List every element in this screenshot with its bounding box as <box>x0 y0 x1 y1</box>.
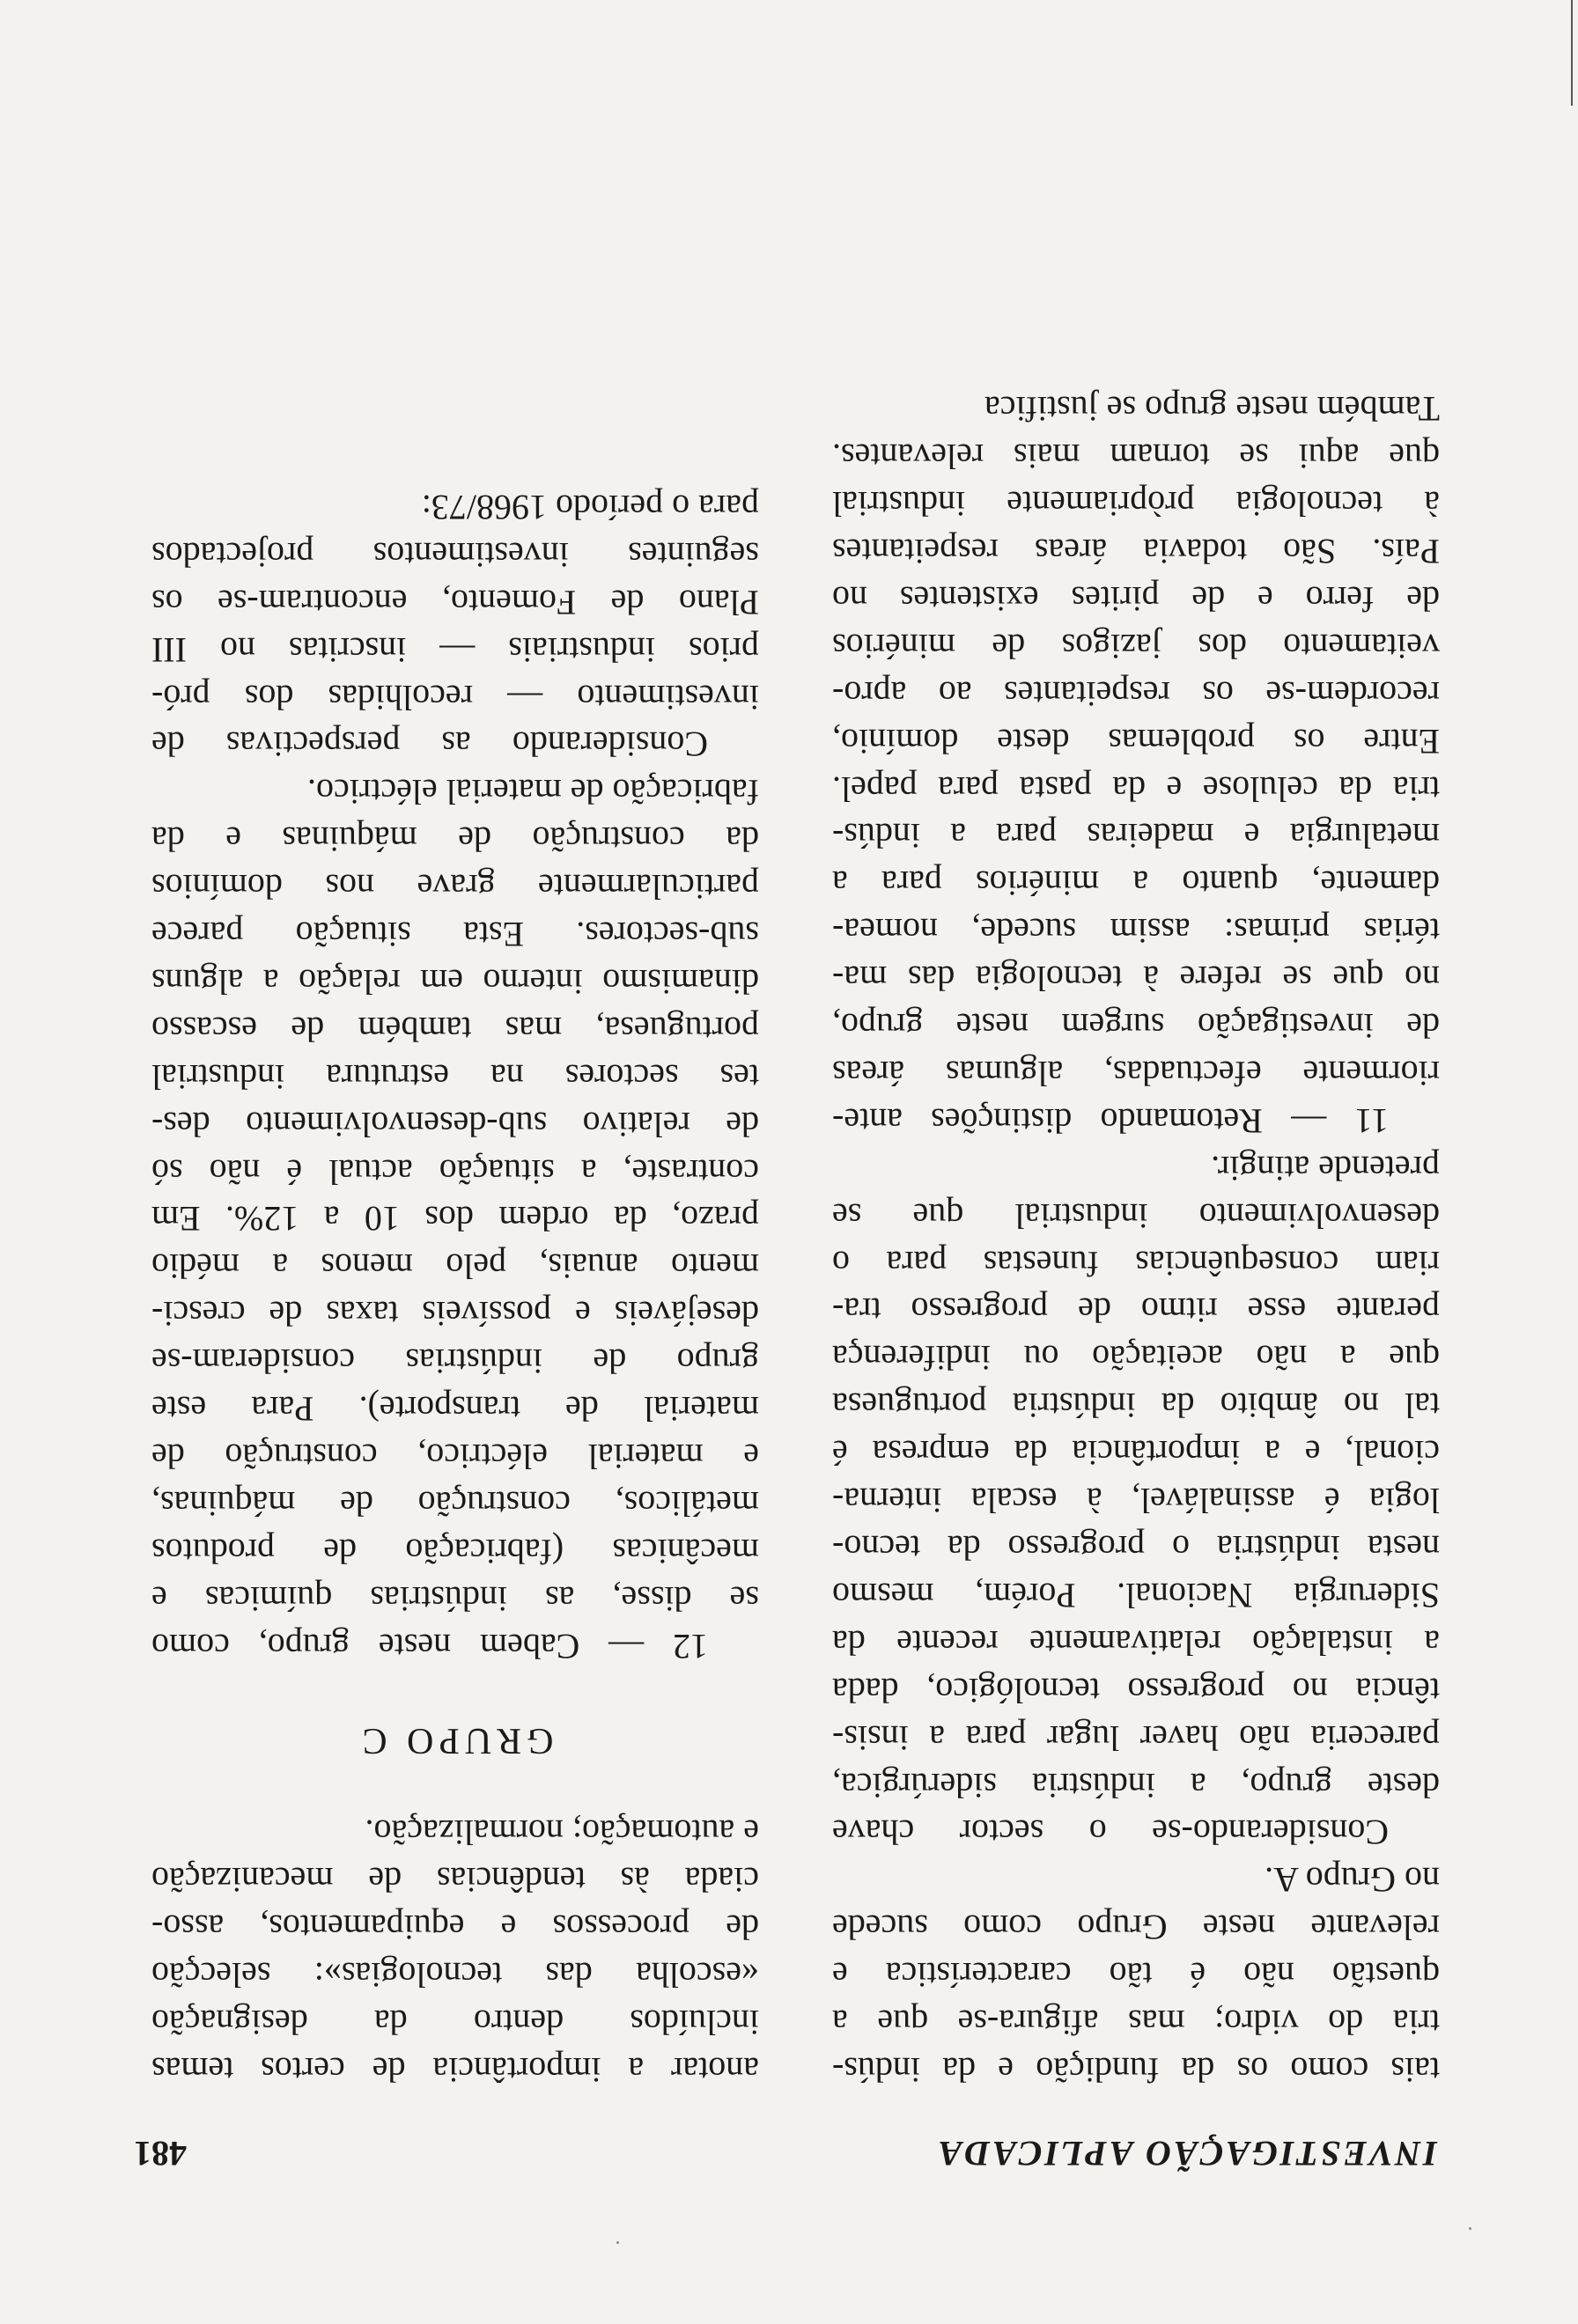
text-line: incluídos dentro da designação <box>151 2003 759 2043</box>
text-line: seguintes investimentos projectados <box>151 534 759 575</box>
paragraph <box>151 483 759 768</box>
scan-speck <box>1469 2227 1471 2230</box>
text-line: Também neste grupo se justifica <box>984 389 1440 430</box>
text-line: à tecnologia pròpriamente industrial <box>832 484 1440 525</box>
text-line: 11 — Retomando distinções ante- <box>832 1100 1389 1141</box>
text-line: Considerando as perspectivas de <box>151 724 708 765</box>
text-line: grupo de indústrias consideram-se <box>151 1342 759 1382</box>
text-line: de ferro e de pirites existentes no <box>832 578 1440 619</box>
text-line: no Grupo A. <box>1265 1860 1440 1901</box>
right-column-body <box>151 483 759 1670</box>
text-line: que aqui se tornam mais relevantes. <box>832 437 1440 477</box>
paragraph <box>832 1144 1440 1857</box>
text-line: questão não é tão característica e <box>832 1955 1440 1996</box>
text-line: Plano de Fomento, encontram-se os <box>151 582 759 622</box>
text-line: anotar a importância de certos temas <box>151 2050 759 2090</box>
text-line: tria da celulose e da pasta para papel. <box>832 769 1440 809</box>
text-line: deste grupo, a indústria siderúrgica, <box>832 1765 1440 1806</box>
text-line: no que se refere à tecnologia das ma- <box>832 959 1440 999</box>
text-line: veitamento dos jazigos de minérios <box>832 626 1440 666</box>
text-line: riam consequências funestas para o <box>832 1243 1440 1283</box>
text-line: para o período 1968/73: <box>421 487 759 527</box>
text-line: de relativo sub-desenvolvimento des- <box>151 1104 759 1144</box>
text-line: portuguesa, mas também de escasso <box>151 1009 759 1049</box>
right-column-continuation <box>151 1809 759 2093</box>
text-line: prios industriais — inscritas no III <box>151 629 759 670</box>
text-line: que a não aceitação ou indiferença <box>832 1338 1440 1379</box>
text-line: ciada às tendências de mecanização <box>151 1860 759 1901</box>
text-line: «escolha das tecnologias»: selecção <box>151 1955 759 1996</box>
text-line: metálicos, construção de máquinas, <box>151 1483 759 1524</box>
text-line: prazo, da ordem dos 10 a 12%. Em <box>151 1199 759 1239</box>
text-line: tria do vidro; mas afigura-se que a <box>832 2003 1440 2043</box>
text-line: mento anuais, pelo menos a médio <box>151 1247 759 1287</box>
running-title: INVESTIGAÇÃO APLICADA <box>935 2134 1437 2173</box>
paragraph <box>832 1856 1440 2093</box>
text-line: metalurgia e madeiras para a indús- <box>832 816 1440 857</box>
text-line: relevante neste Grupo como sucede <box>832 1908 1440 1948</box>
text-line: Siderurgia Nacional. Porém, mesmo <box>832 1575 1440 1615</box>
text-line: riormente efectuadas, algumas áreas <box>832 1053 1440 1093</box>
text-line: damente, quanto a minérios para a <box>832 864 1440 904</box>
text-line: pareceria não haver lugar para a insis- <box>832 1717 1440 1758</box>
text-line: Considerando-se o sector chave <box>832 1813 1389 1853</box>
text-line: pretende atingir. <box>1211 1148 1440 1188</box>
section-heading-grupo-c: GRUPO C <box>357 1719 554 1761</box>
paragraph <box>151 768 759 1669</box>
text-line: térias primas: assim sucede, nomea- <box>832 911 1440 952</box>
paragraph <box>832 385 1440 1144</box>
text-line: material de transporte). Para este <box>151 1389 759 1430</box>
text-line: desejáveis e possíveis taxas de cresci- <box>151 1294 759 1335</box>
text-line: tais como os da fundição e da indús- <box>832 2050 1440 2090</box>
text-line: se disse, as indústrias químicas e <box>151 1578 759 1619</box>
text-line: fabricação de material eléctrico. <box>307 772 759 813</box>
text-line: tência no progresso tecnológico, dada <box>832 1670 1440 1710</box>
text-line: sub-sectores. Esta situação parece <box>151 915 759 955</box>
text-line: tal no âmbito da indústria portuguesa <box>832 1386 1440 1426</box>
text-line: País. São todavia áreas respeitantes <box>832 532 1440 571</box>
text-line: mecânicas (fabricação de produtos <box>151 1531 759 1571</box>
text-line: particularmente grave nos domínios <box>151 867 759 908</box>
text-line: investimento — recolhidas dos pró- <box>151 677 759 717</box>
text-line: cional, e a importância da empresa é <box>832 1433 1440 1474</box>
text-line: de processos e equipamentos, asso- <box>151 1908 759 1948</box>
page-number: 481 <box>134 2134 187 2173</box>
text-line: perante esse ritmo de progresso tra- <box>832 1291 1440 1331</box>
text-line: tes sectores na estrutura industrial <box>151 1056 759 1097</box>
running-header <box>134 2130 1437 2174</box>
text-line: e material eléctrico, construção de <box>151 1437 759 1477</box>
text-line: recordem-se os respeitantes ao apro- <box>832 673 1440 714</box>
text-line: de investigação surgem neste grupo, <box>832 1006 1440 1047</box>
text-line: da construção de máquinas e da <box>151 820 759 860</box>
text-line: dinamismo interno em relação a alguns <box>151 961 759 1002</box>
paragraph <box>151 1809 759 2093</box>
text-line: desenvolvimento industrial que se <box>832 1195 1440 1236</box>
scan-speck <box>616 2241 619 2244</box>
text-line: 12 — Cabem neste grupo, como <box>151 1626 708 1666</box>
scan-edge-mark <box>1571 0 1573 106</box>
text-line: logia é assinalável, à escala interna- <box>832 1481 1440 1521</box>
text-line: a instalação relativamente recente da <box>832 1622 1440 1663</box>
left-text-column <box>832 385 1440 2093</box>
text-line: nesta indústria o progresso da tecno- <box>832 1528 1440 1569</box>
text-line: contraste, a situação actual é não só <box>151 1151 759 1192</box>
text-line: Entre os problemas deste domínio, <box>832 721 1440 761</box>
right-text-column <box>151 483 759 2093</box>
text-line: e automação; normalização. <box>365 1813 759 1853</box>
